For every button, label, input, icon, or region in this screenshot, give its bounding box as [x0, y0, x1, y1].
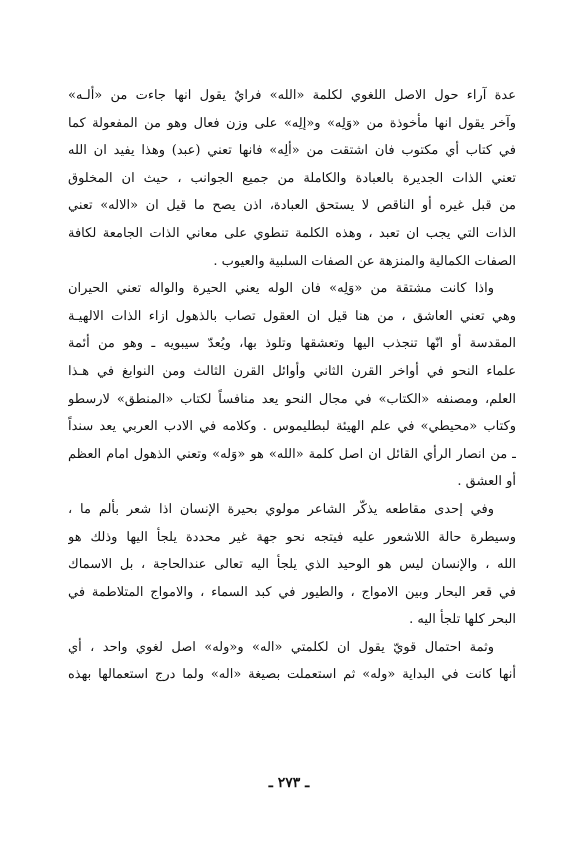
text-line: العلم، ومصنفه «الكتاب» في مجال النحو يعد منافساً لكتاب «المنطق» لارسطو: [68, 391, 516, 407]
text-line: الله ، والإنسان ليس هو الوحيد الذي يلجأ اليه تعالى عندالحاجة ، بل الاسماك: [68, 557, 516, 573]
paragraph-3: [68, 496, 516, 634]
text-line: عدة آراء حول الاصل اللغوي لكلمة «الله» فرايٌ يقول انها جاءت من «ألـه»: [68, 88, 516, 103]
text-line: تعني الذات الجديرة بالعبادة والكاملة من جميع الجوانب ، حيث ان المخلوق: [68, 170, 516, 186]
text-line: واذا كانت مشتقة من «وَلِه» فان الوله يعني الحيرة والواله تعني الحيران: [68, 281, 494, 297]
text-line: وآخر يقول انها مأخوذة من «وَلِه» و«إلِه» على وزن فعال وهو من المفعولة كما: [68, 115, 516, 131]
text-line: في كتاب أي مكتوب فان اشتقت من «ألِه» فانها تعني (عبد) وهذا يفيد ان الله: [68, 143, 516, 159]
text-line: علماء النحو في أواخر القرن الثاني وأوائل القرن الثالث ومن النوابغ في هـذا: [68, 363, 516, 379]
paragraph-2: [68, 275, 516, 496]
paragraph-1: [68, 82, 516, 275]
text-line: المقدسة أو انّها تنجذب اليها وتعشقها وتلوذ بها، ويُعدّ سيبويه ـ وهو من أئمة: [68, 336, 516, 352]
text-line: وثمة احتمال قويّ يقول ان لكلمتي «اله» و«وله» اصل لغوي واحد ، أي: [68, 639, 494, 655]
text-line: وفي إحدى مقاطعه يذكّر الشاعر مولوي بحيرة الإنسان اذا شعر بألم ما ،: [68, 501, 494, 517]
page-number: ـ ٢٧٣ ـ: [268, 775, 310, 791]
text-line: وهي تعني العاشق ، من هنا قيل ان العقول تصاب بالذهول ازاء الذات الالهيـة: [68, 308, 516, 324]
paragraph-4: [68, 634, 516, 689]
text-line: في قعر البحار وبين الامواج ، والطيور في كبد السماء ، والامواج المتلاطمة في: [68, 584, 516, 600]
text-line: ـ من انصار الرأي القائل ان اصل كلمة «الله» هو «وَله» وتعني الذهول امام العظم: [68, 446, 516, 462]
text-line: أنها كانت في البداية «وله» ثم استعملت بصيغة «اله» ولما درج استعمالها بهذه: [68, 667, 516, 683]
body-text: [68, 82, 516, 689]
text-line: أو العشق .: [457, 474, 516, 490]
text-line: البحر كلها تلجأ اليه .: [409, 612, 516, 628]
text-line: الصفات الكمالية والمنزهة عن الصفات السلبية والعيوب .: [213, 253, 516, 269]
text-line: من قبل غيره أو الناقص لا يستحق العبادة، اذن يصح ما قيل ان «الاله» تعني: [68, 198, 516, 214]
text-line: الذات التي يجب ان تعبد ، وهذه الكلمة تنطوي على معاني الذات الجامعة لكافة: [68, 225, 516, 241]
text-line: وسيطرة حالة اللاشعور عليه فيتجه نحو جهة غير محددة يلجأ اليها وذلك هو: [68, 529, 516, 545]
text-line: وكتاب «محيطي» في علم الهيئة لبطليموس . وكلامه في الادب العربي يعد سنداً: [68, 419, 516, 435]
